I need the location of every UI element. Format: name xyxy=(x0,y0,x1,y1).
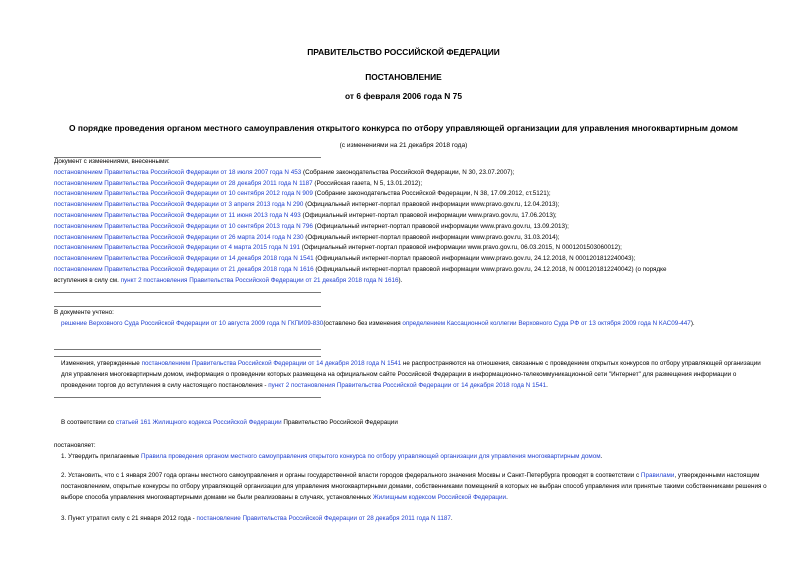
changes-list xyxy=(54,157,769,287)
clause-1 xyxy=(54,452,769,463)
divider xyxy=(54,349,321,350)
text: Правительство Российской Федерации xyxy=(281,419,398,426)
text: 3. Пункт утратил силу с 21 января 2012 года - xyxy=(61,515,197,522)
change-link[interactable]: постановлением Правительства Российской Федерации от 11 июня 2013 года N 493 xyxy=(54,211,301,219)
resolves-word: постановляет: xyxy=(54,442,96,449)
main-body xyxy=(54,471,769,503)
text: Изменения, утвержденные xyxy=(61,360,142,367)
text: ). xyxy=(398,276,403,284)
amendment-link[interactable]: постановлением Правительства Российской Федерации от 14 декабря 2018 года N 1541 xyxy=(141,360,402,367)
amendment-note xyxy=(54,359,769,391)
change-item xyxy=(54,200,769,211)
change-link[interactable]: постановлением Правительства Российской Федерации от 28 декабря 2011 года N 1187 xyxy=(54,179,313,187)
text: ). xyxy=(690,319,695,327)
change-source: (Официальный интернет-портал правовой информации www.pravo.gov.ru, 13.09.2013); xyxy=(312,222,569,230)
change-item xyxy=(54,211,769,222)
text: (оставлено без изменения xyxy=(323,319,403,327)
clause-3 xyxy=(54,514,769,525)
divider xyxy=(54,397,321,398)
change-source: (Официальный интернет-портал правовой информации www.pravo.gov.ru, 12.04.2013); xyxy=(303,201,560,209)
government-heading: ПРАВИТЕЛЬСТВО РОССИЙСКОЙ ФЕДЕРАЦИИ xyxy=(307,47,500,57)
text: 2. Установить, что с 1 января 2007 года органы местного самоуправления и органы государственной власти городов федерального значения Москвы и Санкт-Петербурга проводят в соответствии с xyxy=(61,472,641,479)
court-item xyxy=(54,319,769,330)
text: . xyxy=(450,515,453,522)
change-link[interactable]: постановлением Правительства Российской Федерации от 18 июля 2007 года N 453 xyxy=(54,168,302,176)
main-body xyxy=(54,514,769,525)
change-source: (Официальный интернет-портал правовой информации www.pravo.gov.ru, 24.12.2018, N 0001201812240042) (о порядке xyxy=(313,265,667,273)
court-intro: В документе учтено: xyxy=(54,309,114,316)
change-link[interactable]: постановлением Правительства Российской Федерации от 10 сентября 2013 года N 796 xyxy=(54,222,313,230)
change-link[interactable]: постановлением Правительства Российской Федерации от 21 декабря 2018 года N 1616 xyxy=(54,265,314,273)
text: . xyxy=(600,452,603,460)
cassation-ruling-link[interactable]: определением Кассационной коллегии Верховного Суда РФ от 13 октября 2009 года N КАС09-447 xyxy=(402,319,691,327)
amendment-note-text xyxy=(54,359,769,391)
change-item-continuation xyxy=(54,276,769,287)
housing-code-article-link[interactable]: статьей 161 Жилищного кодекса Российской Федерации xyxy=(115,419,282,426)
change-item xyxy=(54,265,769,276)
change-source: (Российская газета, N 5, 13.01.2012); xyxy=(312,179,423,187)
housing-code-link[interactable]: Жилищным кодексом Российской Федерации xyxy=(372,493,507,501)
change-source: (Официальный интернет-портал правовой информации www.pravo.gov.ru, 31.03.2014); xyxy=(303,233,560,241)
change-source: (Собрание законодательства Российской Федерации, N 38, 17.09.2012, ст.5121); xyxy=(312,190,551,198)
change-source: (Официальный интернет-портал правовой информации www.pravo.gov.ru, 06.03.2015, N 0001201503060012); xyxy=(300,244,622,252)
main-body xyxy=(54,441,769,463)
change-link[interactable]: постановлением Правительства Российской Федерации от 3 апреля 2013 года N 290 xyxy=(54,201,304,209)
change-item xyxy=(54,254,769,265)
text: не распространяются на отношения, связанные с проведением открытых конкурсов по отбору управляющей организации для управления многоквартирным домом, информация о проведении которых размещена на официальном сайте Российской Федерации в информационно-телекоммуникационной сети "Интернет" для размещения информации о проведении торгов до вступления в силу настоящего постановления - xyxy=(61,360,761,389)
change-link[interactable]: постановлением Правительства Российской Федерации от 14 декабря 2018 года N 1541 xyxy=(54,255,314,263)
change-source: (Собрание законодательства Российской Федерации, N 30, 23.07.2007); xyxy=(301,168,515,176)
change-item xyxy=(54,222,769,233)
change-source: (Официальный интернет-портал правовой информации www.pravo.gov.ru, 17.06.2013); xyxy=(300,211,557,219)
document-revision-note: (с изменениями на 21 декабря 2018 года) xyxy=(339,142,468,149)
document-title: О порядке проведения органом местного самоуправления открытого конкурса по отбору управляющей организации для управления многоквартирным домом xyxy=(69,123,738,133)
change-item xyxy=(54,233,769,244)
change-link[interactable]: постановлением Правительства Российской Федерации от 10 сентября 2012 года N 909 xyxy=(54,190,313,198)
change-link[interactable]: постановлением Правительства Российской Федерации от 26 марта 2014 года N 230 xyxy=(54,233,304,241)
rules-ref-link[interactable]: Правилами xyxy=(640,472,675,479)
change-item xyxy=(54,189,769,200)
text: . xyxy=(506,493,508,501)
rules-link[interactable]: Правила проведения органом местного самоуправления открытого конкурса по отбору управляющей организации для управления многоквартирным домом xyxy=(141,452,601,460)
repeal-decree-link[interactable]: постановление Правительства Российской Федерации от 28 декабря 2011 года N 1187 xyxy=(196,515,451,522)
change-source: (Официальный интернет-портал правовой информации www.pravo.gov.ru, 24.12.2018, N 0001201812240043); xyxy=(313,255,636,263)
preamble xyxy=(54,418,769,429)
text: . xyxy=(546,381,548,389)
change-link[interactable]: постановлением Правительства Российской Федерации от 4 марта 2015 года N 191 xyxy=(54,244,301,252)
divider xyxy=(54,292,321,293)
text: вступления в силу см. xyxy=(54,276,121,284)
entry-into-force-link[interactable]: пункт 2 постановления Правительства Российской Федерации от 21 декабря 2018 года N 1616 xyxy=(120,276,399,284)
clause-2 xyxy=(54,471,769,503)
divider xyxy=(54,306,321,307)
document-date-number: от 6 февраля 2006 года N 75 xyxy=(345,91,462,101)
divider xyxy=(54,356,321,357)
text: , утвержденными настоящим постановлением, открытые конкурсы по отбору управляющей организации для управления многоквартирными домами, собственниками помещений в которых не выбран способ управления или принятые такими собственниками решения о выборе способа управления многоквартирными домами не были реализованы в случаях, установленных xyxy=(61,472,767,501)
document-type: ПОСТАНОВЛЕНИЕ xyxy=(365,72,442,82)
change-item xyxy=(54,168,769,179)
court-decisions xyxy=(54,308,769,330)
amendment-clause-link[interactable]: пункт 2 постановления Правительства Российской Федерации от 14 декабря 2018 года N 1541 xyxy=(268,381,547,389)
text: В соответствии со xyxy=(61,419,116,426)
main-body xyxy=(54,418,769,429)
changes-intro: Документ с изменениями, внесенными: xyxy=(54,158,170,165)
change-item xyxy=(54,179,769,190)
court-decision-link[interactable]: решение Верховного Суда Российской Федерации от 10 августа 2009 года N ГКПИ09-830 xyxy=(61,319,324,327)
change-item xyxy=(54,243,769,254)
text: 1. Утвердить прилагаемые xyxy=(61,452,141,460)
